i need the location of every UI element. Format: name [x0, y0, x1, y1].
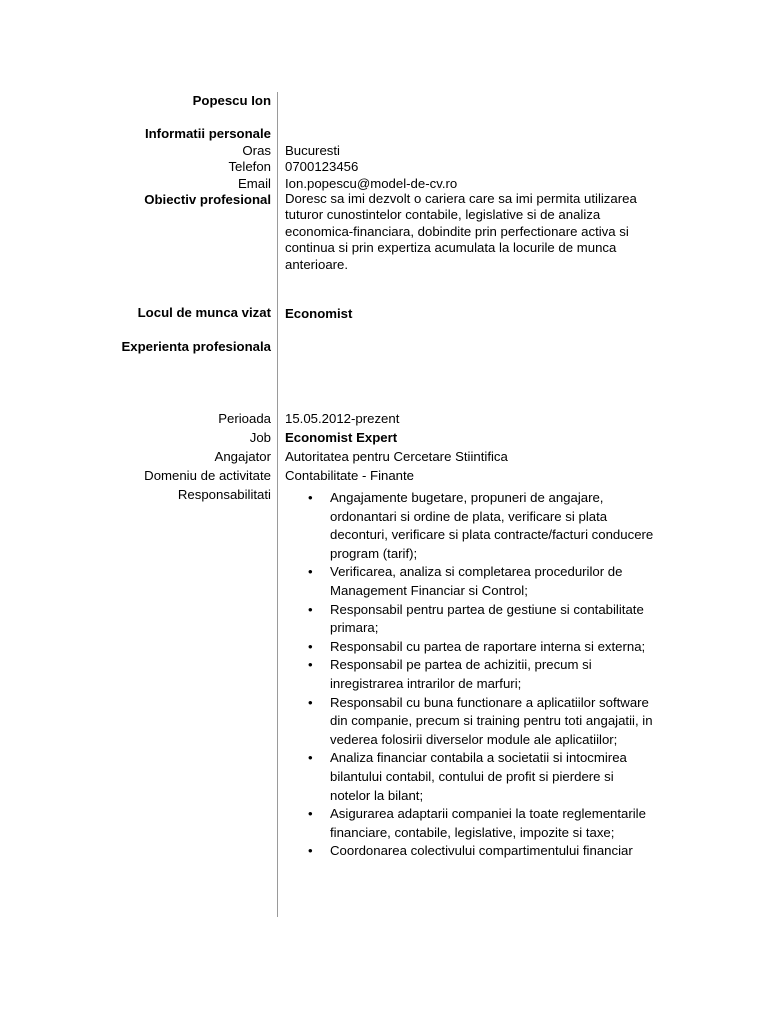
employer-value: Autoritatea pentru Cercetare Stiintifica — [285, 449, 508, 464]
cv-name: Popescu Ion — [192, 93, 271, 108]
domain-value: Contabilitate - Finante — [285, 468, 415, 483]
responsibilities-label: Responsabilitati — [177, 487, 271, 502]
target-job-label: Locul de munca vizat — [137, 305, 271, 320]
objective-text: Doresc sa imi dezvolt o cariera care sa imi permita utilizarea tuturor cunostintelor contabile, legislative si de analiza economica-financiara, dobindite prin perfectionare activa si continua si prin expertiza acumulata la locurile de munca anterioare. — [285, 191, 637, 272]
responsibility-item: • Coordonarea colectivului compartimentului financiar — [285, 842, 657, 861]
personal-info-heading: Informatii personale — [144, 126, 271, 141]
responsibility-item: • Responsabil pe partea de achizitii, precum si inregistrarea intrarilor de marfuri; — [285, 656, 657, 693]
responsibilities-list — [285, 489, 657, 861]
responsibility-item: • Responsabil pentru partea de gestiune si contabilitate primara; — [285, 601, 657, 638]
phone-value: 0700123456 — [285, 159, 359, 174]
experience-heading: Experienta profesionala — [121, 339, 271, 354]
city-value: Bucuresti — [285, 143, 340, 158]
phone-label: Telefon — [228, 159, 271, 174]
target-job-value: Economist — [285, 306, 353, 321]
domain-label: Domeniu de activitate — [144, 468, 271, 483]
responsibility-item: • Responsabil cu buna functionare a aplicatiilor software din companie, precum si training pentru toti angajatii, in vederea folosirii diverselor module ale aplicatiilor; — [285, 694, 657, 750]
responsibility-item: • Verificarea, analiza si completarea procedurilor de Management Financiar si Control; — [285, 563, 657, 600]
column-divider — [277, 92, 278, 917]
email-value: Ion.popescu@model-de-cv.ro — [285, 176, 458, 191]
job-label: Job — [249, 430, 271, 445]
period-label: Perioada — [218, 411, 271, 426]
city-label: Oras — [242, 143, 271, 158]
responsibility-item: • Analiza financiar contabila a societatii si intocmirea bilantului contabil, contului de profit si pierdere si notelor la bilant; — [285, 749, 657, 805]
employer-label: Angajator — [214, 449, 271, 464]
period-value: 15.05.2012-prezent — [285, 411, 400, 426]
responsibility-item: • Asigurarea adaptarii companiei la toate reglementarile financiare, contabile, legislative, impozite si taxe; — [285, 805, 657, 842]
responsibility-item: • Responsabil cu partea de raportare interna si externa; — [285, 638, 657, 657]
responsibility-item: • Angajamente bugetare, propuneri de angajare, ordonantari si ordine de plata, verificare si plata deconturi, verificare si plata contracte/facturi conducere program (tarif); — [285, 489, 657, 563]
email-label: Email — [238, 176, 271, 191]
objective-label: Obiectiv profesional — [144, 192, 271, 207]
job-value: Economist Expert — [285, 430, 398, 445]
